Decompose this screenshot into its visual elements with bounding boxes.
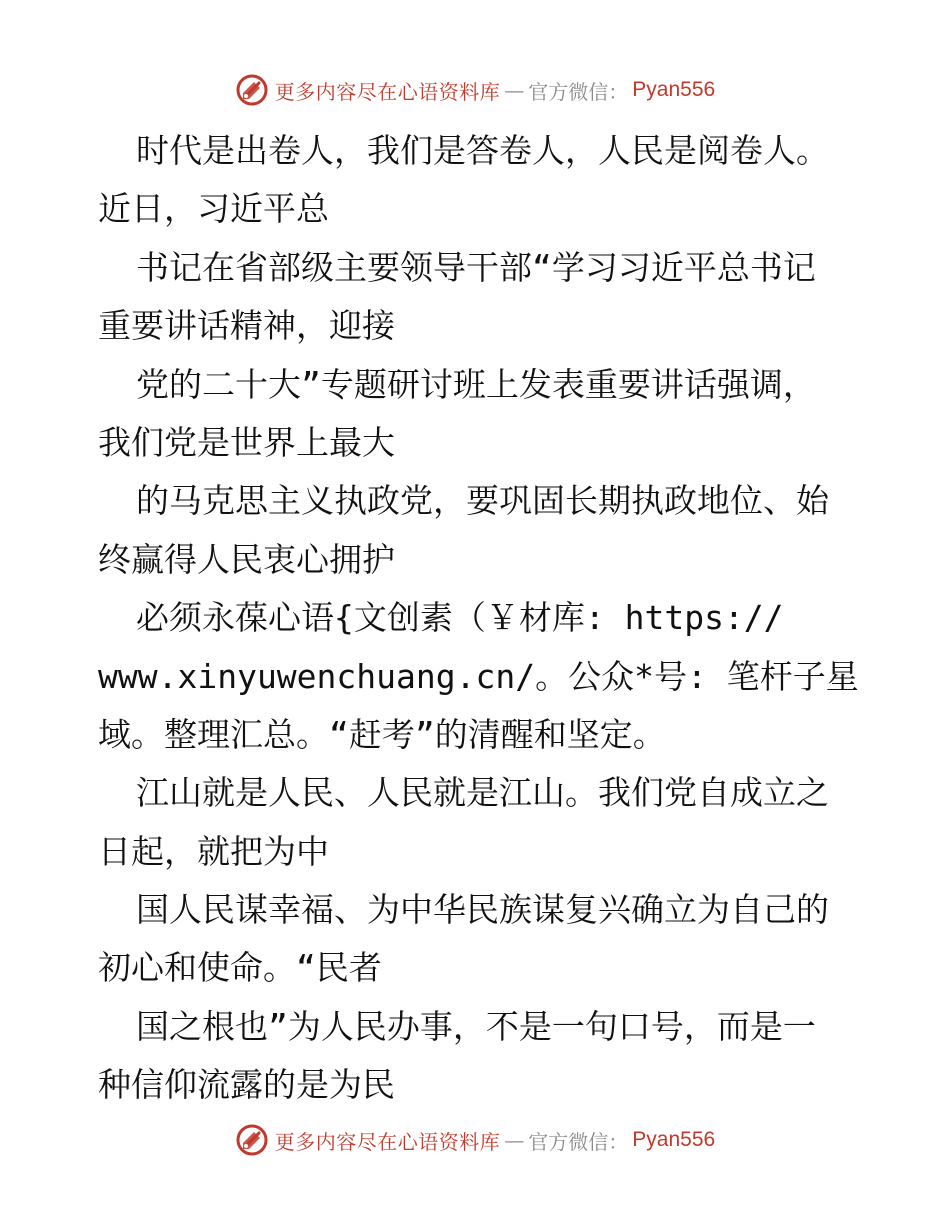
- banner-wechat-id: Pyan556: [632, 1128, 716, 1151]
- banner-wechat-label: 官方微信：: [528, 79, 629, 104]
- text-line: 域。整理汇总。“赶考”的清醒和坚定。: [98, 714, 666, 754]
- text-line: 书记在省部级主要领导干部“学习习近平总书记: [136, 247, 816, 287]
- text-line: 终赢得人民衷心拥护: [98, 539, 395, 579]
- text-line: 时代是出卷人，我们是答卷人，人民是阅卷人。: [136, 131, 829, 170]
- text-line: 的马克思主义执政党，要巩固长期执政地位、始: [136, 481, 829, 521]
- body-text: [98, 122, 858, 1115]
- logo-icon: [235, 1123, 269, 1157]
- text-line: 初心和使命。“民者: [98, 948, 382, 988]
- banner-dash: —: [504, 1128, 525, 1152]
- text-line: 国人民谋幸福、为中华民族谋复兴确立为自己的: [136, 890, 829, 930]
- logo-icon: [235, 73, 269, 107]
- footer-banner: [0, 1120, 950, 1160]
- banner-title: 更多内容尽在心语资料库: [274, 79, 501, 104]
- text-line: www.xinyuwenchuang.cn/。公众*号: 笔杆子星: [98, 656, 859, 696]
- banner-dash: —: [504, 78, 525, 102]
- text-line: 国之根也”为人民办事，不是一句口号，而是一: [136, 1006, 816, 1046]
- text-line: 种信仰流露的是为民: [98, 1065, 395, 1105]
- text-line: 必须永葆心语{文创素（￥材库: https://: [136, 598, 784, 638]
- banner-wechat-label: 官方微信：: [528, 1129, 629, 1154]
- text-line: 党的二十大”专题研讨班上发表重要讲话强调，: [136, 364, 816, 404]
- header-banner: [0, 70, 950, 110]
- text-line: 重要讲话精神，迎接: [98, 306, 395, 346]
- banner-wechat-id: Pyan556: [632, 78, 716, 101]
- banner-title: 更多内容尽在心语资料库: [274, 1129, 501, 1154]
- text-line: 我们党是世界上最大: [98, 422, 395, 462]
- text-line: 江山就是人民、人民就是江山。我们党自成立之: [136, 773, 829, 813]
- text-line: 日起，就把为中: [98, 831, 329, 871]
- text-line: 近日，习近平总: [98, 189, 329, 229]
